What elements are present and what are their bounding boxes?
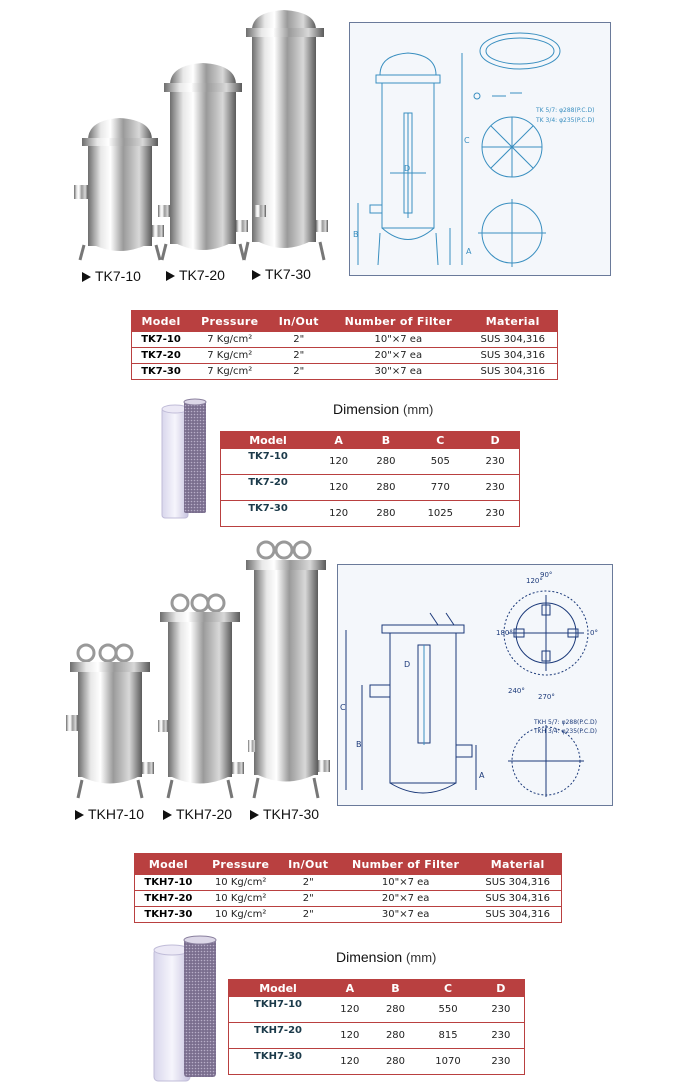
cell-model: TKH7-30 (229, 1049, 328, 1075)
col-b: B (362, 431, 409, 449)
tk7-30-housing (244, 10, 328, 260)
col-pressure: Pressure (202, 853, 280, 875)
col-a: A (315, 431, 362, 449)
col-c: C (410, 431, 472, 449)
drawing-label-pcd2: TK 3/4: φ235(P.C.D) (536, 117, 595, 124)
drawing-label-d: D (404, 164, 411, 173)
drawing-label-b: B (356, 740, 362, 749)
cell-model: TKH7-30 (135, 907, 202, 923)
tkh7-dimension-table (228, 979, 525, 1075)
col-material: Material (469, 310, 558, 332)
table-row (229, 1049, 525, 1075)
cell-model: TKH7-10 (229, 997, 328, 1023)
cell-filter: 10"×7 ea (328, 332, 468, 348)
drawing-label-pcd1: TK 5/7: φ288(P.C.D) (536, 107, 595, 114)
triangle-bullet-icon (82, 272, 91, 282)
col-material: Material (474, 853, 561, 875)
tk7-10-housing (74, 118, 164, 260)
drawing-label-c: C (464, 136, 470, 145)
col-inout: In/Out (280, 853, 337, 875)
tk7-20-housing (158, 63, 248, 260)
dimension-title: Dimension (mm) (333, 401, 434, 417)
tkh7-product-photo (62, 540, 337, 802)
spec-header-row (135, 853, 562, 875)
cell-b: 280 (362, 501, 409, 527)
cell-pressure: 7 Kg/cm² (190, 348, 269, 364)
cell-model: TK7-10 (132, 332, 191, 348)
col-model: Model (221, 431, 316, 449)
col-number-of-filter: Number of Filter (328, 310, 468, 332)
cell-inout: 2" (280, 891, 337, 907)
drawing-label-a: A (466, 247, 472, 256)
col-b: B (373, 979, 419, 997)
cell-d: 230 (478, 1023, 525, 1049)
cell-c: 1025 (410, 501, 472, 527)
cell-c: 770 (410, 475, 472, 501)
triangle-bullet-icon (75, 810, 84, 820)
cell-pressure: 10 Kg/cm² (202, 907, 280, 923)
tkh7-spec-table (134, 853, 562, 923)
dim-header-row (229, 979, 525, 997)
cell-c: 1070 (418, 1049, 477, 1075)
tk7-technical-drawing (349, 22, 611, 276)
col-c: C (418, 979, 477, 997)
table-row (221, 501, 520, 527)
cell-d: 230 (478, 1049, 525, 1075)
col-model: Model (229, 979, 328, 997)
cell-model: TKH7-20 (229, 1023, 328, 1049)
filter-cartridge-image-2 (152, 935, 222, 1083)
cell-filter: 20"×7 ea (337, 891, 474, 907)
cell-d: 230 (471, 475, 519, 501)
dim-header-row (221, 431, 520, 449)
table-row (135, 875, 562, 891)
cell-pressure: 7 Kg/cm² (190, 332, 269, 348)
tkh7-20-housing (158, 595, 244, 798)
cell-pressure: 10 Kg/cm² (202, 875, 280, 891)
caption-tkh7-30: TKH7-30 (250, 806, 319, 822)
triangle-bullet-icon (252, 270, 261, 280)
drawing-label-240: 240° (508, 687, 525, 695)
cell-material: SUS 304,316 (469, 332, 558, 348)
cell-model: TK7-20 (221, 475, 316, 501)
cell-model: TKH7-10 (135, 875, 202, 891)
cell-inout: 2" (269, 332, 328, 348)
cell-material: SUS 304,316 (474, 907, 561, 923)
triangle-bullet-icon (250, 810, 259, 820)
drawing-label-a: A (479, 771, 485, 780)
cell-a: 120 (327, 1049, 373, 1075)
cell-material: SUS 304,316 (469, 364, 558, 380)
drawing-label-180: 180° (496, 629, 513, 637)
cell-inout: 2" (269, 364, 328, 380)
tk7-product-photo (70, 10, 345, 265)
cell-b: 280 (373, 1023, 419, 1049)
table-row (135, 891, 562, 907)
drawing-label-pcd1: TKH 5/7: φ288(P.C.D) (534, 719, 598, 726)
cell-b: 280 (362, 449, 409, 475)
cell-pressure: 10 Kg/cm² (202, 891, 280, 907)
col-number-of-filter: Number of Filter (337, 853, 474, 875)
col-d: D (478, 979, 525, 997)
cell-c: 505 (410, 449, 472, 475)
table-row (229, 1023, 525, 1049)
table-row (135, 907, 562, 923)
tk7-dimension-table (220, 431, 520, 527)
cell-a: 120 (315, 501, 362, 527)
drawing-label-d: D (404, 660, 411, 669)
table-row (229, 997, 525, 1023)
table-row (221, 475, 520, 501)
caption-tkh7-10: TKH7-10 (75, 806, 144, 822)
cell-model: TK7-30 (221, 501, 316, 527)
drawing-label-0: 0° (590, 629, 598, 637)
cell-model: TKH7-20 (135, 891, 202, 907)
triangle-bullet-icon (163, 810, 172, 820)
cell-filter: 30"×7 ea (328, 364, 468, 380)
tk7-spec-table (131, 310, 558, 380)
spec-header-row (132, 310, 558, 332)
cell-c: 550 (418, 997, 477, 1023)
drawing-label-270: 270° (538, 693, 555, 701)
drawing-label-120: 120° (526, 577, 543, 585)
table-row (221, 449, 520, 475)
caption-tk7-10: TK7-10 (82, 268, 141, 284)
col-d: D (471, 431, 519, 449)
cell-a: 120 (327, 997, 373, 1023)
cell-filter: 30"×7 ea (337, 907, 474, 923)
tkh7-technical-drawing (337, 564, 613, 806)
cell-c: 815 (418, 1023, 477, 1049)
col-model: Model (132, 310, 191, 332)
col-a: A (327, 979, 373, 997)
cell-b: 280 (373, 1049, 419, 1075)
cell-filter: 20"×7 ea (328, 348, 468, 364)
cell-material: SUS 304,316 (469, 348, 558, 364)
caption-tk7-30: TK7-30 (252, 266, 311, 282)
caption-tkh7-20: TKH7-20 (163, 806, 232, 822)
cell-a: 120 (315, 449, 362, 475)
col-model: Model (135, 853, 202, 875)
tkh7-10-housing (66, 645, 154, 798)
cell-material: SUS 304,316 (474, 891, 561, 907)
cell-inout: 2" (280, 875, 337, 891)
cell-material: SUS 304,316 (474, 875, 561, 891)
table-row (132, 364, 558, 380)
cell-b: 280 (362, 475, 409, 501)
drawing-label-pcd2: TKH 3/4: φ235(P.C.D) (534, 728, 598, 735)
cell-d: 230 (471, 501, 519, 527)
cell-a: 120 (315, 475, 362, 501)
caption-tk7-20: TK7-20 (166, 267, 225, 283)
triangle-bullet-icon (166, 271, 175, 281)
cell-filter: 10"×7 ea (337, 875, 474, 891)
cell-pressure: 7 Kg/cm² (190, 364, 269, 380)
dimension-title-2: Dimension (mm) (336, 949, 437, 965)
cell-a: 120 (327, 1023, 373, 1049)
drawing-label-c: C (340, 703, 346, 712)
table-row (132, 348, 558, 364)
cell-model: TK7-20 (132, 348, 191, 364)
drawing-label-b: B (353, 230, 359, 239)
drawing-label-90: 90° (540, 571, 553, 579)
cell-model: TK7-10 (221, 449, 316, 475)
cell-b: 280 (373, 997, 419, 1023)
cell-inout: 2" (280, 907, 337, 923)
cell-model: TK7-30 (132, 364, 191, 380)
table-row (132, 332, 558, 348)
filter-cartridge-image (160, 398, 210, 520)
tkh7-30-housing (246, 542, 330, 798)
cell-d: 230 (471, 449, 519, 475)
col-pressure: Pressure (190, 310, 269, 332)
cell-inout: 2" (269, 348, 328, 364)
cell-d: 230 (478, 997, 525, 1023)
col-inout: In/Out (269, 310, 328, 332)
